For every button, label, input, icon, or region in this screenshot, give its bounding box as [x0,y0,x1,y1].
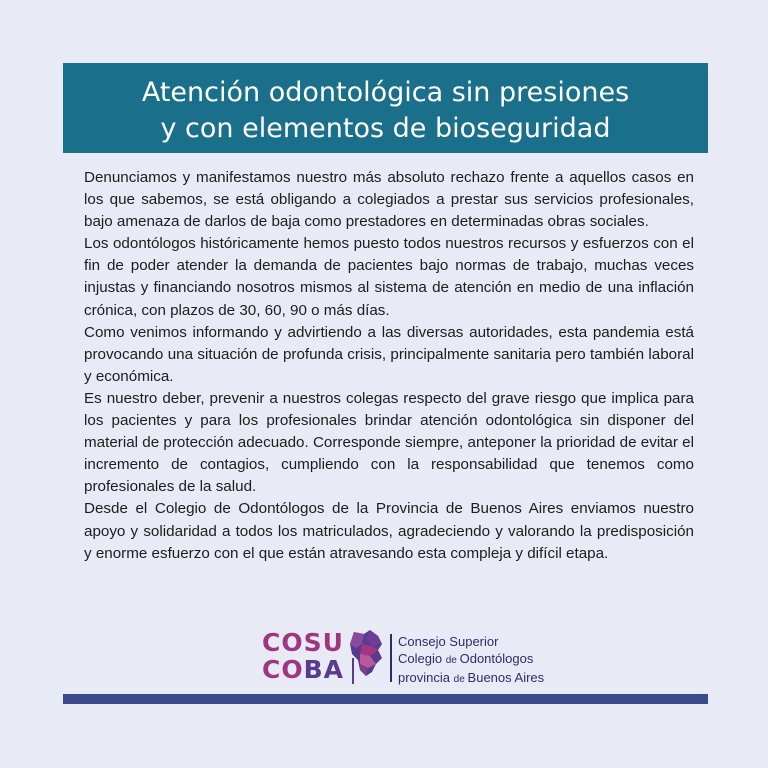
logo-line-provincia: provincia de Buenos Aires [398,670,545,685]
paragraph-pandemia: Como venimos informando y advirtiendo a las diversas autoridades, esta pandemia está provocando una situación de profunda crisis, principalmente sanitaria pero también laboral y económica. [84,323,694,385]
logo-word-coba: COBA [262,655,345,684]
logo-line-consejo: Consejo Superior [398,634,499,649]
paragraph-deber: Es nuestro deber, prevenir a nuestros colegas respecto del grave riesgo que implica para los pacientes y para los profesionales brindar atención odontológica sin disponer del material de protección adecuado. Corresponde siempre, anteponer la prioridad de evitar el incremento de contagios, cumpliendo con la responsabilidad que tenemos como profesionales de la salud. [84,389,694,496]
article-body [84,167,694,565]
logo-line-colegio: Colegio de Odontólogos [398,651,534,666]
paragraph-solidaridad: Desde el Colegio de Odontólogos de la Provincia de Buenos Aires enviamos nuestro apoyo y solidaridad a todos los matriculados, agradeciendo y valorando la predisposición y enorme esfuerzo con el que están atravesando esta compleja y difícil etapa. [84,500,694,562]
title-line-1: Atención odontológica sin presiones [141,77,630,108]
paragraph-historia: Los odontólogos históricamente hemos puesto todos nuestros recursos y esfuerzos con el fin de poder atender la demanda de pacientes bajo normas de trabajo, muchas veces injustas y financiando nosotros mismos al sistema de atención en medio de una inflación crónica, con plazos de 30, 60, 90 o más días. [84,235,694,319]
title-banner [63,63,708,153]
logo-word-cosu: COSU [262,628,344,657]
title-line-2: y con elementos de bioseguridad [160,113,611,144]
logo-divider [390,634,392,682]
logo-text [398,633,544,688]
paragraph-denuncia: Denunciamos y manifestamos nuestro más absoluto rechazo frente a aquellos casos en los que sabemos, se está obligando a colegiados a prestar sus servicios profesionales, bajo amenaza de darlos de baja como prestadores en determinadas obras sociales. [84,169,694,231]
cosucoba-logo [262,630,552,686]
buenos-aires-map-icon [348,630,384,684]
bottom-divider-bar [63,694,708,704]
